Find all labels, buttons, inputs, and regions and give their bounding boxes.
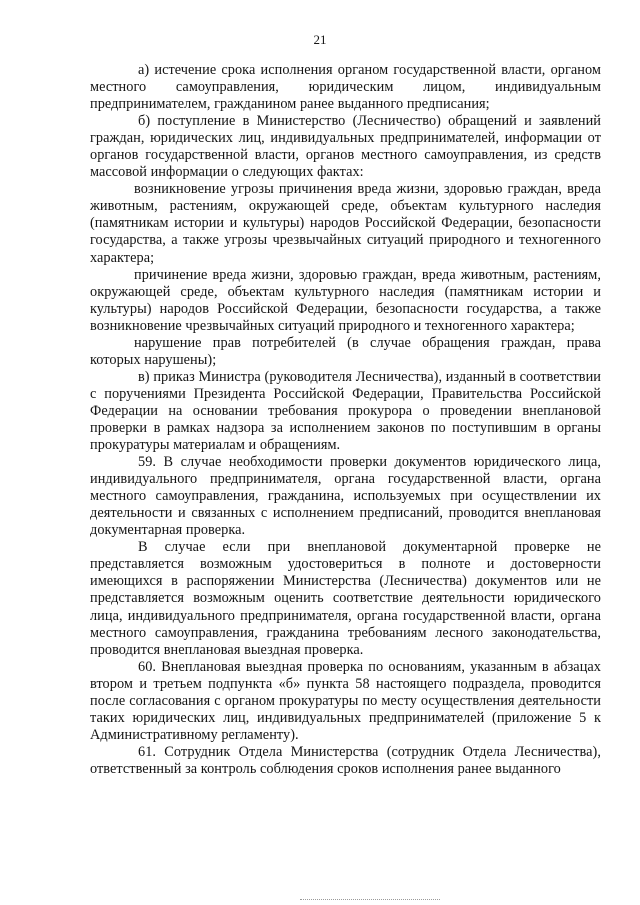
paragraph-item-v: в) приказ Министра (руководителя Лесничества), изданный в соответствии с поручениями Президента Российской Федерации, Правительства Российской Федерации на основании требования прокурора о проведении внеплановой проверки в рамках надзора за исполнением законов по поступившим в органы прокуратуры материалам и обращениям.	[90, 368, 601, 454]
paragraph-consumer-rights: нарушение прав потребителей (в случае обращения граждан, права которых нарушены);	[90, 334, 601, 368]
paragraph-infliction-of-harm: причинение вреда жизни, здоровью граждан, вреда животным, растениям, окружающей среде, объектам культурного наследия (памятникам истории и культуры) народов Российской Федерации, безопасности государства, а также возникновение чрезвычайных ситуаций природного и техногенного характера;	[90, 266, 601, 334]
scan-edge-mark	[300, 899, 440, 901]
document-body	[90, 62, 601, 778]
paragraph-61: 61. Сотрудник Отдела Министерства (сотрудник Отдела Лесничества), ответственный за контроль соблюдения сроков исполнения ранее выданного	[90, 743, 601, 777]
page-number: 21	[313, 32, 327, 47]
paragraph-item-b: б) поступление в Министерство (Лесничество) обращений и заявлений граждан, юридических лиц, индивидуальных предпринимателей, информации от органов государственной власти, органов местного самоуправления, из средств массовой информации о следующих фактах:	[90, 113, 601, 181]
paragraph-59: 59. В случае необходимости проверки документов юридического лица, индивидуального предпринимателя, органа государственной власти, органа местного самоуправления, гражданина, используемых при осуществлении их деятельности и связанных с исполнением предписаний, проводится внеплановая документарная проверка.	[90, 454, 601, 539]
paragraph-60: 60. Внеплановая выездная проверка по основаниям, указанным в абзацах втором и третьем подпункта «б» пункта 58 настоящего подраздела, проводится после согласования с органом прокуратуры по месту осуществления деятельности таких юридических лиц, индивидуальных предпринимателей (приложение 5 к Административному регламенту).	[90, 658, 601, 743]
paragraph-item-a: а) истечение срока исполнения органом государственной власти, органом местного самоуправления, юридическим лицом, индивидуальным предпринимателем, гражданином ранее выданного предписания;	[90, 62, 601, 113]
paragraph-threat-of-harm: возникновение угрозы причинения вреда жизни, здоровью граждан, вреда животным, растениям, окружающей среде, объектам культурного наследия (памятникам истории и культуры) народов Российской Федерации, безопасности государства, а также угрозы чрезвычайных ситуаций природного и техногенного характера;	[90, 181, 601, 266]
paragraph-59-continued: В случае если при внеплановой документарной проверке не представляется возможным удостовериться в полноте и достоверности имеющихся в распоряжении Министерства (Лесничества) документов или не представляется возможным оценить соответствие деятельности юридического лица, индивидуального предпринимателя, органа государственной власти, органа местного самоуправления, гражданина требованиям лесного законодательства, проводится внеплановая выездная проверка.	[90, 539, 601, 658]
